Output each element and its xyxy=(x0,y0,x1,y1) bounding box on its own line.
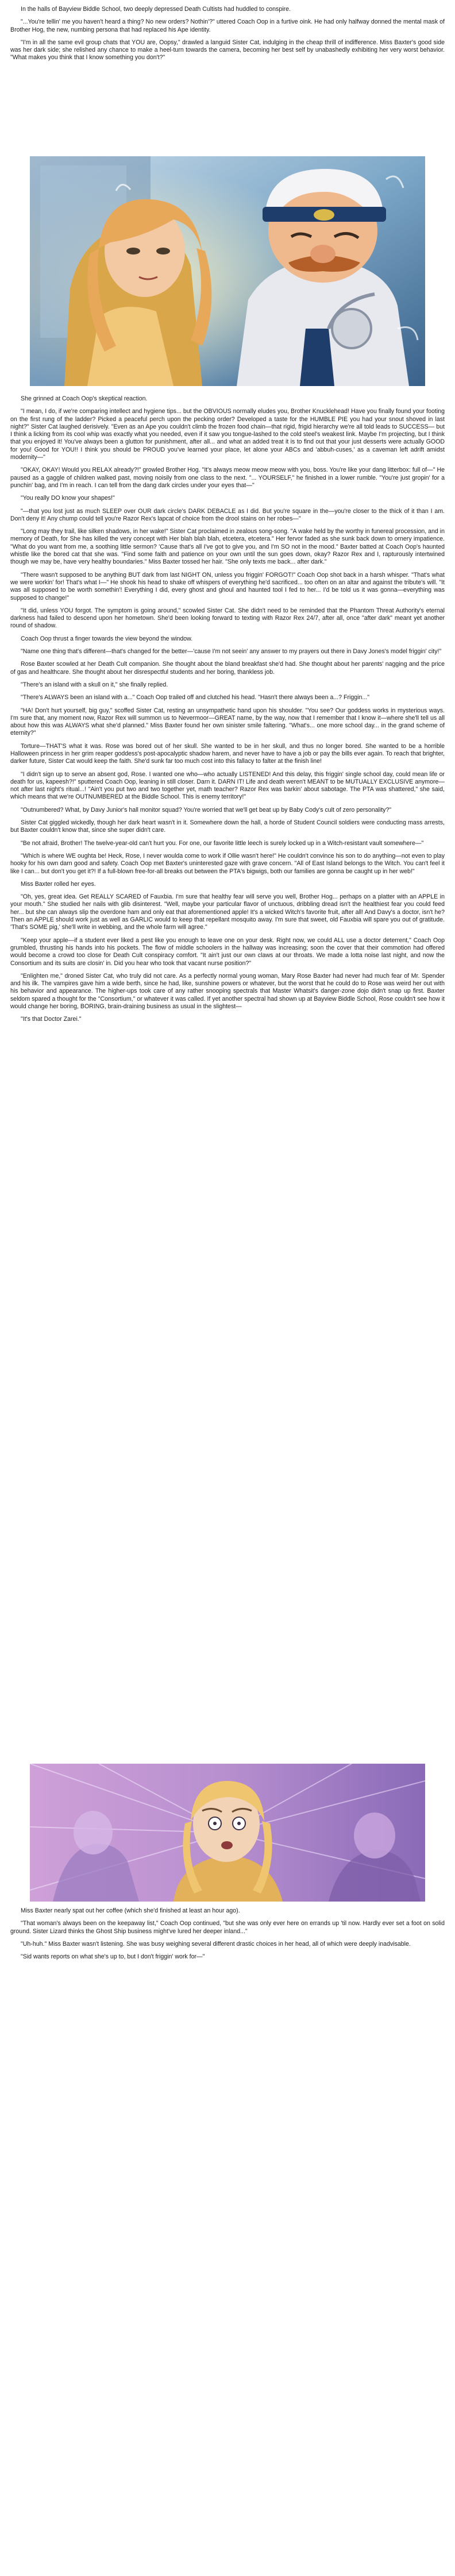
story-paragraph: Sister Cat giggled wickedly, though her dark heart wasn't in it. Somewhere down the hall, a horde of Student Council soldiers were conducting mass arrests, but Baxter couldn't know that, since she super didn't care. xyxy=(10,819,445,834)
story-paragraph: Rose Baxter scowled at her Death Cult companion. She thought about the bland breakfast she'd had. She thought about her parents' nagging and the price of gas and healthcare. She thought about her disrespectful students and her boring, thankless job. xyxy=(10,661,445,676)
middle-text-block xyxy=(10,395,445,1758)
final-text-block xyxy=(10,1907,445,1999)
story-paragraph: "Name one thing that's different—that's changed for the better—'cause I'm not seein' any answer to my prayers out there in Davy Jones's model friggin' city!" xyxy=(21,648,442,655)
story-paragraph: "There wasn't supposed to be anything BUT dark from last NIGHT ON, unless you friggin' FORGOT!" Coach Oop shot back in a harsh whisper. "That's what we were workin' for! That's what I—" He shook his head to shake off whispers of everything he'd sacrificed... too often on an altar and against the tribute's will. "It was all supposed to be worth somethin'! Everything I did, every ghost and ghoul and haunted tool I fed to her... I'd be told us it was gonna—everything was supposed to change!" xyxy=(10,571,445,601)
story-paragraph: Torture—THAT'S what it was. Rose was bored out of her skull. She wanted to be in her skull, and thus no longer bored. She wanted to be a horrible Halloween princess in her grim reaper goddess's post-apocalyptic shadow harem, and never have to have a job or pay the bills ever again. To reach that brighter, darker future, Sister Cat would keep the faith. She'd sunk far too much cost into this fallacy to falter at the finish line! xyxy=(10,742,445,765)
illustration-miss-baxter-shocked xyxy=(30,1764,425,1902)
story-paragraph: "Be not afraid, Brother! The twelve-year-old can't hurt you. For one, our favorite little leech is surely locked up in a Witch-resistant vault somewhere—" xyxy=(21,839,424,847)
comic-panel-art xyxy=(30,1764,425,1902)
story-paragraph: "Long may they trail, like silken shadows, in her wake!" Sister Cat proclaimed in zealous song-song. "A wake held by the worthy in funereal procession, and in memory of Death, for She has killed the very concept with Her blah blah blah, etcetera, etcetera." Her fervor faded as she sunk back down to ornery impatience. "What do you want from me, a soothing little sermon? 'Cause that's all I've got to give you, and I'm SO not in the mood." Baxter batted at Coach Oop's haunted whistle like the bored cat that she was. "Find some faith and patience on your own until the sun goes down, okay? Razor Rex and I, rapturously intertwined though we may be, have very healthy boundaries." Miss Baxter tossed her hair. "She only texts me back... after dark." xyxy=(10,528,445,566)
story-paragraph: "...You're tellin' me you haven't heard a thing? No new orders? Nothin'?" uttered Coach Oop in a furtive oink. He had only halfway donned the mental mask of Brother Hog, the new, numbing persona that had replaced his Ape identity. xyxy=(10,18,445,33)
story-paragraph: "It's that Doctor Zarei." xyxy=(21,1016,82,1023)
story-paragraph: "Which is where WE oughta be! Heck, Rose, I never woulda come to work if Ollie wasn't here!" He couldn't convince his son to do anything—not even to play hooky for his own darn good and safety. Coach Oop met Baxter's uninterested gaze with grave concern. "All of East Island belongs to the Witch. You can't feel it like I can... but don't you get it?! If a full-blown free-for-all breaks out between the PTA's bigwigs, both our families are gonna be caught up in her web!" xyxy=(10,852,445,875)
story-paragraph: "Keep your apple—if a student ever liked a pest like you enough to leave one on your desk. Right now, we could ALL use a doctor deterrent," Coach Oop grumbled, thrusting his hands into his pockets. The flow of middle schoolers in the hallway was increasing; soon the cover that their commotion had offered would become a crowd too close for Death Cult conspiracy comfort. "It ain't just our own claws at our throats. We made a lotta noise last night, and now the Consortium and its suits are closin' in. Did you hear who took that vacant nurse position?" xyxy=(10,936,445,967)
story-paragraph: "HA! Don't hurt yourself, big guy," scoffed Sister Cat, resting an unsympathetic hand upon his shoulder. "You see? Our goddess works in mysterious ways. I'm sure that, any moment now, Razor Rex will summon us to Nevermoor—GREAT name, by the way, now that I remember that I know it—where she'll tell us all about how this was ALWAYS what she'd planned." Miss Baxter found her own sinister smile faltering. "What's... one more school day... in the grand scheme of eternity?" xyxy=(10,707,445,737)
story-paragraph: "That woman's always been on the keepaway list," Coach Oop continued, "but she was only ever here on errands up 'til now. Hardly ever set a foot on solid ground. Sister Lizard thinks the Ghost Ship business might've lured her deeper inland..." xyxy=(10,1920,445,1935)
story-paragraph: "I mean, I do, if we're comparing intellect and hygiene tips... but the OBVIOUS normally eludes you, Brother Knucklehead! Have you finally found your footing on the first rung of the ladder? Picked a peaceful perch upon the pecking order? Developed a taste for the HUMBLE PIE you had your snout shoved in last night?" Sister Cat laughed derisively. "Even as an Ape you couldn't climb the frozen food chain—that rigid, frigid hierarchy we're all told leads to SUCCESS— but I think a licking from its cool whip was exactly what you needed, even if it saw you tongue-lashed to the cold steel's weakest link. Maybe I'm projecting, but I think that you enjoyed it! You've always been a glutton for punishment, after all... and what an added treat it is to find out that your just desserts were actually GOOD for you! Good for YOU!! I think you should be PROUD you've learned your place, let alone your ABCs and 'abbuh-cuses,' as a caveman left adrift amidst modernity—" xyxy=(10,408,445,461)
story-paragraph: Miss Baxter rolled her eyes. xyxy=(21,880,96,888)
story-paragraph: "You really DO know your shapes!" xyxy=(21,495,115,502)
story-paragraph: "I'm in all the same evil group chats that YOU are, Oopsy," drawled a languid Sister Cat, indulging in the cheap thrill of indifference. Miss Baxter's good side was her dark side; she relished any chance to make a heel-turn towards the camera, becoming her best self by unabashedly exhibiting her very worst behavior. "What makes you think that I know something you don't?" xyxy=(10,38,445,61)
story-paragraph: "There's ALWAYS been an island with a..." Coach Oop trailed off and clutched his head. "Hasn't there always been a...? Friggin..." xyxy=(21,694,369,701)
story-paragraph: "It did, unless YOU forgot. The symptom is going around," scowled Sister Cat. She didn't need to be reminded that the Phantom Threat Authority's eternal darkness had failed to descend upon her hometown. She'd been looking forward to texting with Razor Rex 24/7, after all, once "after dark" meant yet another round of shadow. xyxy=(10,607,445,630)
story-paragraph: In the halls of Bayview Biddle School, two deeply depressed Death Cultists had huddled to conspire. xyxy=(21,6,291,13)
story-paragraph: "There's an island with a skull on it," she finally replied. xyxy=(21,681,168,688)
story-paragraph: "Sid wants reports on what she's up to, but I don't friggin' work for—" xyxy=(21,1953,205,1961)
story-paragraph: "I didn't sign up to serve an absent god, Rose. I wanted one who—who actually LISTENED! And this delay, this friggin' single school day, could mean life or death for us, kapeesh?!" sputtered Coach Oop, leaning in still closer. Darn it. DARN IT! Life and death weren't MEANT to be MUTUALLY EXCLUSIVE anymore—not after last night's ritual...! "Ain't you put two and two together yet, math teacher? Razor Rex was barkin' about sabotage. The PTA was shattered," she said, which means that we're OUTNUMBERED at the Biddle School. This is enemy territory!" xyxy=(10,770,445,801)
story-paragraph: "OKAY, OKAY! Would you RELAX already?!" growled Brother Hog. "It's always meow meow meow with you, boss. You're like your dang litterbox: full of—" He paused as a gaggle of children walked past, moving noisily from one class to the next. "... YOURSELF," he finished in a lower rumble. "You're just gropin' for a punchin' bag, and I'm in reach. I can tell from the dang dark circles under your eyes that—" xyxy=(10,466,445,489)
story-paragraph: "—that you lost just as much SLEEP over OUR dark circle's DARK DEBACLE as I did. But you're square in the—you're closer to the thick of it than I am. Don't deny it! Any chump could tell you're Razor Rex's lapcat of choice from the drool stains on her robes—" xyxy=(10,507,445,522)
story-paragraph: Miss Baxter nearly spat out her coffee (which she'd finished at least an hour ago). xyxy=(21,1907,240,1914)
story-paragraph: "Enlighten me," droned Sister Cat, who truly did not care. As a perfectly normal young woman, Mary Rose Baxter had never had much fear of Mr. Spender and his ilk. The vampires gave him a wide berth, since he had, like, sunshine powers or whatever, but the worst that he could do to Rose was weird her out with his behavior and appearance. The higher-ups took care of any rather snooping spectrals that Master Whatsit's danger-zone dojo didn't snap up first. Baxter seldom spared a thought for the "Consortium," or whatever it was called. If yet another spectral had shown up at Bayview Biddle School, Rose couldn't see how it would change her boring, BORING, brain-draining business as usual in the slightest— xyxy=(10,972,445,1010)
intro-text-block xyxy=(10,6,445,154)
illustration-coach-oop-and-miss-baxter xyxy=(30,156,425,386)
comic-panel-art xyxy=(30,156,425,386)
story-paragraph: "Oh, yes, great idea. Get REALLY SCARED of Fauxbia. I'm sure that healthy fear will serve you well, Brother Hog... perhaps on a platter with an APPLE in your mouth." She studied her nails with glib disinterest. "Well, maybe your particular flavor of unctuous, dribbling dread isn't the healthiest fear you could feed her... but she can always slip the overdone ham and only eat that aforementioned apple! It's a wicked Witch's favorite fruit, after all! And Davy's a doctor, isn't he? Then an APPLE should work just as well as GARLIC would to keep that repellant mosquito away. I'm sure that sweet, old Fauxbia will spare you out of gratitude. 'That's SOME pig,' she'll write in webbing, and the whole farm will agree." xyxy=(10,893,445,931)
story-paragraph: "Uh-huh." Miss Baxter wasn't listening. She was busy weighing several different drastic choices in her head, all of which were deeply inadvisable. xyxy=(21,1940,411,1948)
story-paragraph: Coach Oop thrust a finger towards the view beyond the window. xyxy=(21,635,193,642)
story-paragraph: She grinned at Coach Oop's skeptical reaction. xyxy=(21,395,148,402)
story-paragraph: "Outnumbered? What, by Davy Junior's hall monitor squad? You're worried that we'll get beat up by Baby Cody's cult of zero personality?" xyxy=(21,806,392,813)
